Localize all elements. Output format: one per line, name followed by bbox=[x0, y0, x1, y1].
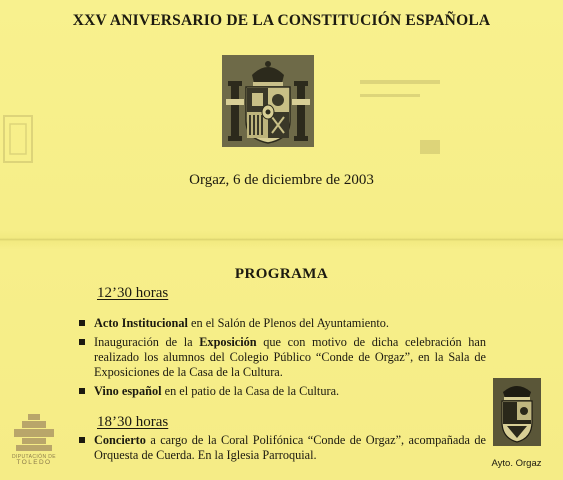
morning-events-list bbox=[76, 316, 486, 403]
diputacion-toledo-emblem-icon bbox=[8, 412, 60, 454]
diputacion-caption bbox=[8, 454, 60, 466]
bleed-through-marks-icon bbox=[350, 60, 460, 170]
section-time-evening: 18’30 horas bbox=[97, 414, 169, 430]
page-title: XXV ANIVERSARIO DE LA CONSTITUCIÓN ESPAÑOLA bbox=[72, 12, 491, 29]
event-detail: a cargo de la Coral Polifónica “Conde de Orgaz”, acompañada de Orquesta de Cuerda. En la Iglesia Parroquial. bbox=[94, 433, 486, 462]
list-item bbox=[76, 433, 486, 463]
event-name: Vino español bbox=[94, 384, 162, 398]
event-name: Exposición bbox=[199, 335, 257, 349]
ayuntamiento-caption: Ayto. Orgaz bbox=[491, 458, 542, 469]
bleed-through-crest-icon bbox=[0, 110, 40, 170]
list-item bbox=[76, 316, 486, 331]
event-name: Concierto bbox=[94, 433, 146, 447]
event-name: Acto Institucional bbox=[94, 316, 188, 330]
spain-coat-of-arms-icon bbox=[222, 55, 314, 147]
event-detail: en el Salón de Plenos del Ayuntamiento. bbox=[187, 316, 390, 330]
list-item bbox=[76, 384, 486, 399]
section-time-morning: 12’30 horas bbox=[97, 285, 169, 301]
diputacion-logo bbox=[8, 412, 60, 478]
event-detail: en el patio de la Casa de la Cultura. bbox=[161, 384, 340, 398]
event-detail: que con motivo de dicha celebración han realizado los alumnos del Colegio Público “Conde de Orgaz”, en la Sala de Exposiciones de la Casa de la Cultura. bbox=[94, 335, 487, 379]
caption-line: DIPUTACIÓN DE bbox=[12, 454, 56, 460]
evening-events-list bbox=[76, 433, 486, 467]
orgaz-coat-of-arms-icon bbox=[493, 378, 541, 446]
paper-fold-line bbox=[0, 238, 563, 241]
date-line: Orgaz, 6 de diciembre de 2003 bbox=[189, 172, 374, 188]
list-item bbox=[76, 335, 486, 380]
event-prefix: Inauguración de la bbox=[94, 335, 200, 349]
caption-line: TOLEDO bbox=[16, 459, 52, 466]
program-title: PROGRAMA bbox=[234, 266, 329, 282]
